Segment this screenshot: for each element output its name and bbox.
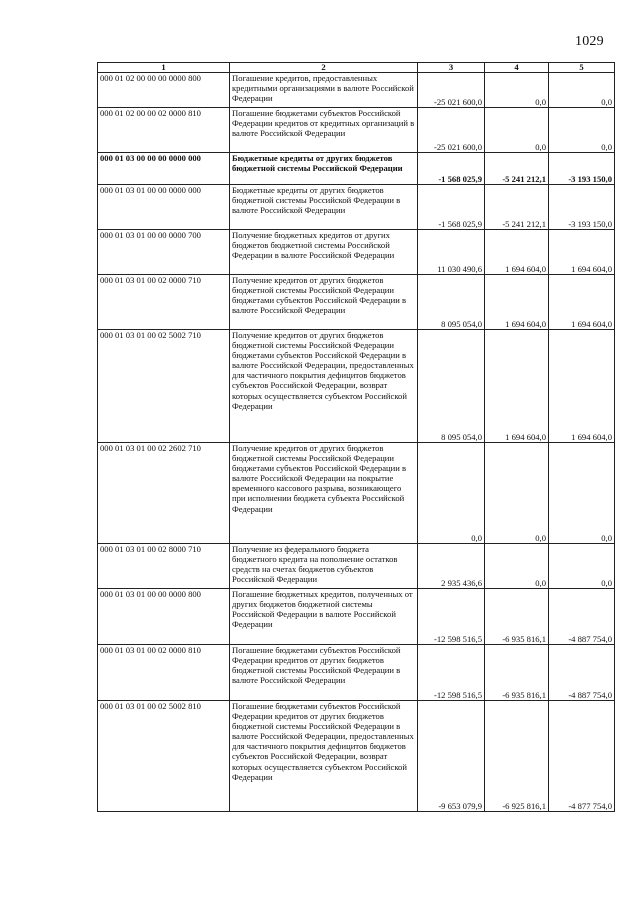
row-value-year-3: 1 694 604,0 [549, 330, 615, 443]
table-row [98, 443, 615, 544]
table-row [98, 645, 615, 701]
row-value-year-1: -25 021 600,0 [418, 73, 485, 108]
row-code-cell: 000 01 03 01 00 02 8000 710 [98, 544, 230, 589]
row-value-year-3: 1 694 604,0 [549, 230, 615, 275]
table-row [98, 589, 615, 645]
row-value-year-1: -9 653 079,9 [418, 701, 485, 812]
row-value-year-2: 0,0 [485, 108, 549, 153]
row-name-cell: Погашение кредитов, предоставленных кредитными организациями в валюте Российской Федерации [230, 73, 418, 108]
row-value-year-2: -6 935 816,1 [485, 589, 549, 645]
row-value-year-2: -6 925 816,1 [485, 701, 549, 812]
row-value-year-3: -4 877 754,0 [549, 701, 615, 812]
row-value-year-2: -6 935 816,1 [485, 645, 549, 701]
row-code-cell: 000 01 02 00 00 00 0000 800 [98, 73, 230, 108]
row-value-year-2: 0,0 [485, 73, 549, 108]
row-value-year-3: 0,0 [549, 108, 615, 153]
table-row [98, 230, 615, 275]
row-code-cell: 000 01 03 01 00 02 5002 810 [98, 701, 230, 812]
row-value-year-1: -12 598 516,5 [418, 589, 485, 645]
row-code-cell: 000 01 03 01 00 02 2602 710 [98, 443, 230, 544]
row-name-cell: Бюджетные кредиты от других бюджетов бюджетной системы Российской Федерации [230, 153, 418, 185]
row-value-year-2: 0,0 [485, 443, 549, 544]
column-header-code: 1 [98, 63, 230, 73]
budget-sources-table [97, 62, 615, 812]
row-value-year-1: 11 030 490,6 [418, 230, 485, 275]
row-code-cell: 000 01 03 00 00 00 0000 000 [98, 153, 230, 185]
row-value-year-2: 1 694 604,0 [485, 330, 549, 443]
row-value-year-2: 0,0 [485, 544, 549, 589]
table-row [98, 544, 615, 589]
column-header-year-3: 5 [549, 63, 615, 73]
row-name-cell: Погашение бюджетами субъектов Российской Федерации кредитов от других бюджетов бюджетной системы Российской Федерации в валюте Российской Федерации, предоставленных для частичного покрытия дефицитов бюджетов субъектов Российской Федерации, возврат которых осуществляется субъектом Российской Федерации [230, 701, 418, 812]
column-header-year-2: 4 [485, 63, 549, 73]
table-row [98, 73, 615, 108]
row-value-year-2: 1 694 604,0 [485, 275, 549, 330]
row-value-year-1: -1 568 025,9 [418, 185, 485, 230]
row-value-year-2: 1 694 604,0 [485, 230, 549, 275]
row-value-year-1: 2 935 436,6 [418, 544, 485, 589]
row-value-year-3: 1 694 604,0 [549, 275, 615, 330]
table-body [98, 73, 615, 812]
row-code-cell: 000 01 02 00 00 02 0000 810 [98, 108, 230, 153]
row-value-year-1: -12 598 516,5 [418, 645, 485, 701]
row-name-cell: Получение кредитов от других бюджетов бюджетной системы Российской Федерации бюджетами субъектов Российской Федерации в валюте Российской Федерации, предоставленных для частичного покрытия дефицитов бюджетов субъектов Российской Федерации, возврат которых осуществляется субъектом Российской Федерации [230, 330, 418, 443]
table-row [98, 701, 615, 812]
row-value-year-1: -1 568 025,9 [418, 153, 485, 185]
row-code-cell: 000 01 03 01 00 02 5002 710 [98, 330, 230, 443]
column-header-year-1: 3 [418, 63, 485, 73]
row-name-cell: Погашение бюджетами субъектов Российской Федерации кредитов от кредитных организаций в валюте Российской Федерации [230, 108, 418, 153]
row-name-cell: Погашение бюджетных кредитов, полученных от других бюджетов бюджетной системы Российской Федерации в валюте Российской Федерации [230, 589, 418, 645]
table-header-row [98, 63, 615, 73]
row-code-cell: 000 01 03 01 00 02 0000 710 [98, 275, 230, 330]
table-row [98, 108, 615, 153]
row-value-year-3: -3 193 150,0 [549, 185, 615, 230]
row-code-cell: 000 01 03 01 00 00 0000 800 [98, 589, 230, 645]
row-name-cell: Получение кредитов от других бюджетов бюджетной системы Российской Федерации бюджетами субъектов Российской Федерации в валюте Российской Федерации на покрытие временного кассового разрыва, возникающего при исполнении бюджета субъекта Российской Федерации [230, 443, 418, 544]
table-row [98, 330, 615, 443]
row-name-cell: Бюджетные кредиты от других бюджетов бюджетной системы Российской Федерации в валюте Российской Федерации [230, 185, 418, 230]
table-row [98, 153, 615, 185]
table-row [98, 275, 615, 330]
row-value-year-3: -4 887 754,0 [549, 645, 615, 701]
column-header-name: 2 [230, 63, 418, 73]
row-value-year-3: -3 193 150,0 [549, 153, 615, 185]
row-code-cell: 000 01 03 01 00 00 0000 000 [98, 185, 230, 230]
table-row [98, 185, 615, 230]
row-value-year-2: -5 241 212,1 [485, 185, 549, 230]
row-code-cell: 000 01 03 01 00 02 0000 810 [98, 645, 230, 701]
row-value-year-3: -4 887 754,0 [549, 589, 615, 645]
row-value-year-3: 0,0 [549, 73, 615, 108]
row-value-year-3: 0,0 [549, 544, 615, 589]
row-value-year-1: -25 021 600,0 [418, 108, 485, 153]
row-name-cell: Получение кредитов от других бюджетов бюджетной системы Российской Федерации бюджетами субъектов Российской Федерации в валюте Российской Федерации [230, 275, 418, 330]
row-value-year-3: 0,0 [549, 443, 615, 544]
row-name-cell: Погашение бюджетами субъектов Российской Федерации кредитов от других бюджетов бюджетной системы Российской Федерации в валюте Российской Федерации [230, 645, 418, 701]
row-name-cell: Получение бюджетных кредитов от других бюджетов бюджетной системы Российской Федерации в валюте Российской Федерации [230, 230, 418, 275]
row-value-year-2: -5 241 212,1 [485, 153, 549, 185]
row-code-cell: 000 01 03 01 00 00 0000 700 [98, 230, 230, 275]
page-number: 1029 [575, 34, 604, 49]
row-name-cell: Получение из федерального бюджета бюджетного кредита на пополнение остатков средств на счетах бюджетов субъектов Российской Федерации [230, 544, 418, 589]
row-value-year-1: 0,0 [418, 443, 485, 544]
row-value-year-1: 8 095 054,0 [418, 330, 485, 443]
row-value-year-1: 8 095 054,0 [418, 275, 485, 330]
